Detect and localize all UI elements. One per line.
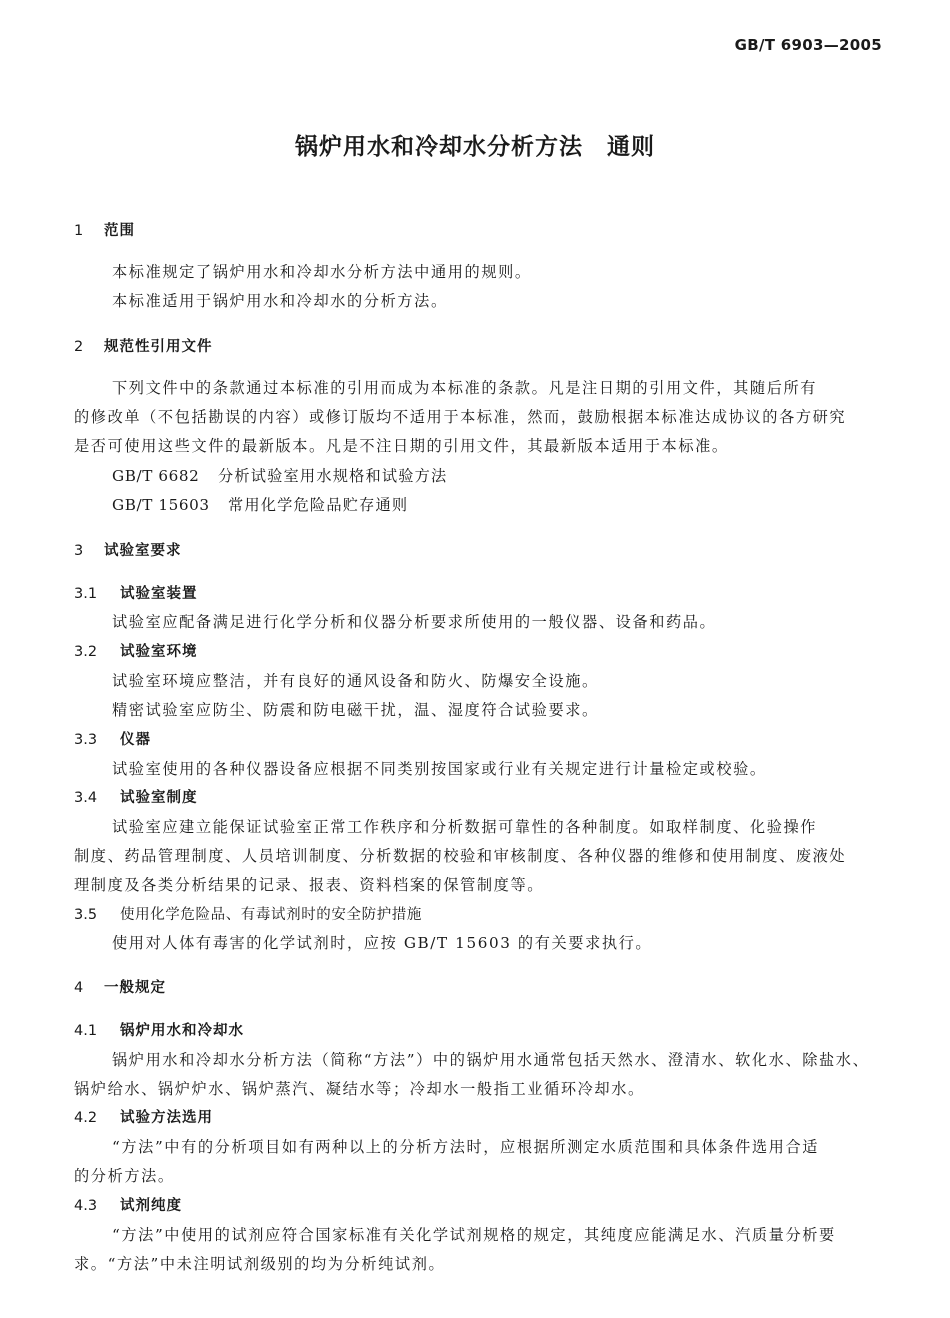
section-2-heading: 2 规范性引用文件 [74, 339, 213, 355]
section-3-heading: 3 试验室要求 [74, 543, 182, 559]
section-4-2-heading: 4.2 试验方法选用 [74, 1110, 213, 1126]
section-4-2-line-2: 的分析方法。 [74, 1167, 175, 1185]
section-4-1-heading: 4.1 锅炉用水和冷却水 [74, 1023, 244, 1039]
section-3-5-line-1: 使用对人体有毒害的化学试剂时，应按 GB/T 15603 的有关要求执行。 [112, 934, 653, 952]
section-4-2-line-1: “方法”中有的分析项目如有两种以上的分析方法时，应根据所测定水质范围和具体条件选用合适 [112, 1138, 820, 1156]
section-3-2-heading: 3.2 试验室环境 [74, 644, 198, 660]
section-4-heading: 4 一般规定 [74, 980, 166, 996]
section-3-1-line-1: 试验室应配备满足进行化学分析和仪器分析要求所使用的一般仪器、设备和药品。 [112, 613, 717, 631]
section-1-para-1: 本标准规定了锅炉用水和冷却水分析方法中通用的规则。 [112, 263, 532, 281]
section-3-2-line-1: 试验室环境应整洁，并有良好的通风设备和防火、防爆安全设施。 [112, 672, 599, 690]
section-4-1-line-1: 锅炉用水和冷却水分析方法（简称“方法”）中的锅炉用水通常包括天然水、澄清水、软化水、除盐水、 [112, 1051, 870, 1069]
reference-gbt-15603: GB/T 15603 常用化学危险品贮存通则 [112, 496, 409, 514]
section-3-3-heading: 3.3 仪器 [74, 732, 151, 748]
section-3-1-heading: 3.1 试验室装置 [74, 586, 198, 602]
section-4-1-line-2: 锅炉给水、锅炉炉水、锅炉蒸汽、凝结水等；冷却水一般指工业循环冷却水。 [74, 1080, 645, 1098]
section-2-line-1: 下列文件中的条款通过本标准的引用而成为本标准的条款。凡是注日期的引用文件，其随后所有 [112, 379, 818, 397]
section-3-3-line-1: 试验室使用的各种仪器设备应根据不同类别按国家或行业有关规定进行计量检定或校验。 [112, 760, 767, 778]
section-3-4-heading: 3.4 试验室制度 [74, 790, 198, 806]
section-2-line-3: 是否可使用这些文件的最新版本。凡是不注日期的引用文件，其最新版本适用于本标准。 [74, 437, 729, 455]
section-1-para-2: 本标准适用于锅炉用水和冷却水的分析方法。 [112, 292, 448, 310]
document-title: 锅炉用水和冷却水分析方法 通则 [295, 134, 655, 160]
section-1-heading: 1 范围 [74, 223, 135, 239]
reference-gbt-6682: GB/T 6682 分析试验室用水规格和试验方法 [112, 467, 448, 485]
section-2-line-2: 的修改单（不包括勘误的内容）或修订版均不适用于本标准，然而，鼓励根据本标准达成协议的各方研究 [74, 408, 847, 426]
section-3-2-line-2: 精密试验室应防尘、防震和防电磁干扰，温、湿度符合试验要求。 [112, 701, 599, 719]
standard-code: GB/T 6903—2005 [734, 36, 882, 54]
section-4-3-line-1: “方法”中使用的试剂应符合国家标准有关化学试剂规格的规定，其纯度应能满足水、汽质量分析要 [112, 1226, 836, 1244]
section-3-4-line-3: 理制度及各类分析结果的记录、报表、资料档案的保管制度等。 [74, 876, 545, 894]
section-3-4-line-2: 制度、药品管理制度、人员培训制度、分析数据的校验和审核制度、各种仪器的维修和使用制度、废液处 [74, 847, 847, 865]
section-4-3-line-2: 求。“方法”中未注明试剂级别的均为分析纯试剂。 [74, 1255, 446, 1273]
section-3-5-heading: 3.5 使用化学危险品、有毒试剂时的安全防护措施 [74, 907, 422, 923]
section-3-4-line-1: 试验室应建立能保证试验室正常工作秩序和分析数据可靠性的各种制度。如取样制度、化验操作 [112, 818, 818, 836]
section-4-3-heading: 4.3 试剂纯度 [74, 1198, 182, 1214]
